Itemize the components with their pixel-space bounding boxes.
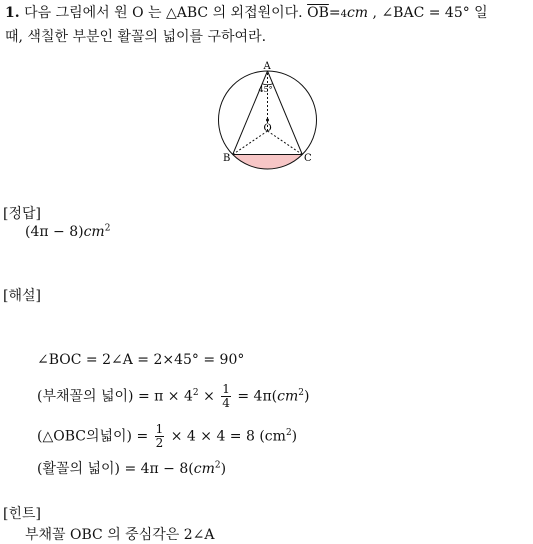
sector-unit: cm [277,388,299,405]
answer-text [25,224,110,240]
answer-unit: cm [83,224,105,240]
sector-exponent: 2 [192,387,199,398]
triangle-unit-exponent: 2 [285,427,292,438]
sector-close-paren: ) [303,388,310,405]
equals-sign: = [328,5,341,21]
fraction-numerator: 1 [155,422,164,436]
label-b: B [223,153,231,164]
label-a: A [263,61,271,72]
solution-header: [해설] [3,288,41,304]
problem-angle: , ∠BAC = 45° 일 [372,5,488,21]
solution-line-3 [37,423,297,450]
ob-length: 4 [340,9,347,20]
segment-unit: cm [193,461,215,477]
segment-ob: $\overline{OB}$ [307,5,329,21]
label-o: O [263,123,272,134]
segment-area-expr: (활꼴의 넓이) = 4π − 8( [37,461,194,477]
ob-unit: cm [346,5,369,21]
triangle-area-expr: (△OBC의넓이) = [37,428,153,445]
segment-unit-exponent: 2 [214,460,221,471]
triangle-result: × 4 × 4 = 8 (cm [166,428,286,445]
hint-text: 부채꼴 OBC 의 중심각은 2∠A [25,527,215,543]
times-sign: × [198,388,220,405]
sector-result: = 4π( [232,388,278,405]
solution-line-4 [37,458,226,478]
triangle-close-paren: ) [291,428,298,445]
angle-label: 45° [258,85,273,94]
answer-value: (4π − 8) [25,224,84,240]
label-c: C [304,153,312,164]
segment-close-paren: ) [220,461,227,477]
answer-exponent: 2 [104,223,111,234]
solution-line-1: ∠BOC = 2∠A = 2×45° = 90° [37,352,245,368]
hint-header: [힌트] [3,506,41,522]
solution-line-2 [37,383,309,410]
problem-text-2: 때, 색칠한 부분인 활꼴의 넓이를 구하여라. [5,29,267,45]
sector-unit-exponent: 2 [298,387,304,398]
fraction-denominator: 2 [155,436,164,450]
problem-number: 1. [5,5,20,21]
answer-header: [정답] [3,206,41,222]
problem-text-1a: 다음 그림에서 원 O 는 △ABC 의 외접원이다. [24,5,303,21]
center-point [266,119,269,122]
fraction-one-half [155,423,165,450]
shaded-segment [233,155,303,170]
fraction-numerator: 1 [222,382,230,396]
fraction-one-quarter [221,383,231,410]
fraction-denominator: 4 [222,396,230,410]
sector-area-expr: (부채꼴의 넓이) = π × 4 [37,388,193,405]
